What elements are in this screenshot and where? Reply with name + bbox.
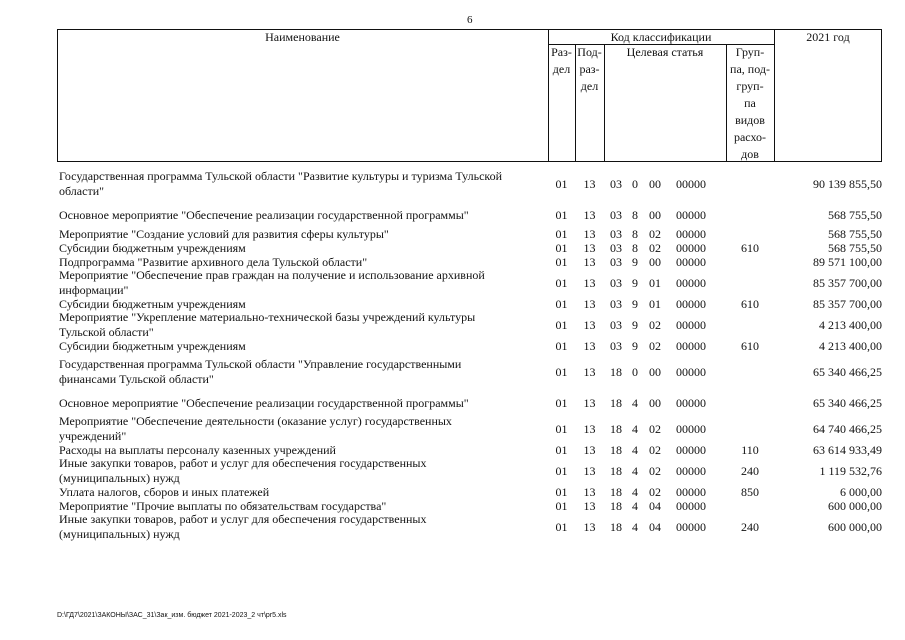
row-code-cs1: 03 xyxy=(610,338,622,353)
table-row xyxy=(57,311,882,339)
row-code-rz: 01 xyxy=(555,442,568,457)
header-divider xyxy=(604,44,605,162)
footer-file-path: D:\ГД7\2021\ЗАКОНЫ\ЗАС_31\Зак_изм. бюджет 2021-2023_2 чт\pr5.xls xyxy=(57,612,287,619)
row-name: Мероприятие "Обеспечение деятельности (оказание услуг) государственных учреждений" xyxy=(59,414,452,443)
row-code-cs2: 0 xyxy=(632,176,638,191)
table-row xyxy=(57,443,882,457)
row-code-pr: 13 xyxy=(583,275,596,290)
table-row xyxy=(57,165,882,203)
row-code-vr xyxy=(726,499,774,513)
header-code: Код классификации xyxy=(610,30,712,44)
row-amount: 64 740 466,25 xyxy=(813,421,882,436)
row-amount: 85 357 700,00 xyxy=(813,275,882,290)
table-row xyxy=(57,485,882,499)
header-year: 2021 год xyxy=(806,30,850,44)
table-row xyxy=(57,297,882,311)
row-code-rz: 01 xyxy=(555,364,568,379)
row-code-cs3: 02 xyxy=(649,484,661,499)
row-name: Основное мероприятие "Обеспечение реализации государственной программы" xyxy=(59,207,469,222)
row-name: Государственная программа Тульской области "Управление государственными финансами Тульской области" xyxy=(59,357,462,386)
row-code-rz: 01 xyxy=(555,484,568,499)
row-name: Мероприятие "Прочие выплаты по обязательствам государства" xyxy=(59,498,387,513)
row-amount: 65 340 466,25 xyxy=(813,364,882,379)
row-name: Субсидии бюджетным учреждениям xyxy=(59,240,246,255)
row-code-cs1: 18 xyxy=(610,442,622,457)
row-code-pr: 13 xyxy=(583,176,596,191)
row-amount: 6 000,00 xyxy=(840,484,882,499)
row-code-rz: 01 xyxy=(555,395,568,410)
row-code-cs4: 00000 xyxy=(676,364,706,379)
row-name: Уплата налогов, сборов и иных платежей xyxy=(59,484,270,499)
row-name: Основное мероприятие "Обеспечение реализации государственной программы" xyxy=(59,395,469,410)
row-code-cs4: 00000 xyxy=(676,421,706,436)
row-code-cs1: 03 xyxy=(610,275,622,290)
row-code-rz: 01 xyxy=(555,317,568,332)
table-row xyxy=(57,241,882,255)
row-code-rz: 01 xyxy=(555,275,568,290)
row-code-pr: 13 xyxy=(583,395,596,410)
row-name: Подпрограмма "Развитие архивного дела Тульской области" xyxy=(59,254,368,269)
row-code-cs2: 4 xyxy=(632,463,638,478)
row-name: Расходы на выплаты персоналу казенных учреждений xyxy=(59,442,336,457)
row-code-pr: 13 xyxy=(583,226,596,241)
row-code-pr: 13 xyxy=(583,207,596,222)
row-code-cs2: 9 xyxy=(632,296,638,311)
row-amount: 4 213 400,00 xyxy=(819,338,882,353)
row-name: Мероприятие "Создание условий для развития сферы культуры" xyxy=(59,226,389,241)
row-code-cs4: 00000 xyxy=(676,226,706,241)
row-code-cs4: 00000 xyxy=(676,254,706,269)
row-code-cs4: 00000 xyxy=(676,176,706,191)
row-code-vr: 610 xyxy=(741,338,759,353)
row-code-cs4: 00000 xyxy=(676,463,706,478)
row-amount: 568 755,50 xyxy=(828,207,882,222)
row-amount: 63 614 933,49 xyxy=(813,442,882,457)
row-code-cs3: 02 xyxy=(649,226,661,241)
row-code-cs4: 00000 xyxy=(676,240,706,255)
row-code-cs2: 4 xyxy=(632,421,638,436)
row-code-vr xyxy=(726,203,774,227)
row-name: Мероприятие "Обеспечение прав граждан на получение и использование архивной информации" xyxy=(59,268,485,297)
row-amount: 90 139 855,50 xyxy=(813,176,882,191)
row-code-cs2: 9 xyxy=(632,317,638,332)
row-code-pr: 13 xyxy=(583,519,596,534)
row-code-vr xyxy=(726,311,774,339)
row-code-rz: 01 xyxy=(555,519,568,534)
table-row xyxy=(57,353,882,391)
row-code-vr xyxy=(726,269,774,297)
row-code-cs3: 04 xyxy=(649,519,661,534)
row-code-cs4: 00000 xyxy=(676,519,706,534)
row-code-pr: 13 xyxy=(583,254,596,269)
table-row xyxy=(57,415,882,443)
row-code-cs2: 9 xyxy=(632,275,638,290)
row-code-rz: 01 xyxy=(555,207,568,222)
row-code-cs3: 02 xyxy=(649,463,661,478)
header-celevaya: Целевая статья xyxy=(626,45,704,59)
table-row xyxy=(57,513,882,541)
row-code-cs3: 00 xyxy=(649,254,661,269)
row-amount: 1 119 532,76 xyxy=(819,463,882,478)
row-code-cs1: 18 xyxy=(610,463,622,478)
row-code-cs4: 00000 xyxy=(676,442,706,457)
row-code-cs2: 9 xyxy=(632,338,638,353)
row-code-cs1: 18 xyxy=(610,395,622,410)
table-row xyxy=(57,203,882,227)
row-code-pr: 13 xyxy=(583,498,596,513)
row-code-vr xyxy=(726,255,774,269)
row-code-pr: 13 xyxy=(583,338,596,353)
row-code-pr: 13 xyxy=(583,296,596,311)
row-code-cs2: 4 xyxy=(632,442,638,457)
row-code-vr: 610 xyxy=(741,240,759,255)
row-code-cs3: 02 xyxy=(649,442,661,457)
row-code-cs4: 00000 xyxy=(676,275,706,290)
row-code-cs1: 03 xyxy=(610,240,622,255)
row-name: Иные закупки товаров, работ и услуг для обеспечения государственных (муниципальных) нужд xyxy=(59,512,427,541)
row-code-rz: 01 xyxy=(555,240,568,255)
row-code-cs1: 03 xyxy=(610,296,622,311)
row-code-cs1: 03 xyxy=(610,207,622,222)
row-code-vr: 240 xyxy=(741,519,759,534)
row-code-cs3: 04 xyxy=(649,498,661,513)
row-code-vr xyxy=(726,227,774,241)
row-code-cs2: 4 xyxy=(632,498,638,513)
row-amount: 568 755,50 xyxy=(828,226,882,241)
row-code-vr: 610 xyxy=(741,296,759,311)
row-code-rz: 01 xyxy=(555,254,568,269)
header-right-border xyxy=(881,29,882,162)
row-code-cs1: 18 xyxy=(610,519,622,534)
row-code-cs3: 00 xyxy=(649,207,661,222)
row-code-cs2: 4 xyxy=(632,395,638,410)
row-code-cs3: 00 xyxy=(649,395,661,410)
row-code-cs3: 02 xyxy=(649,421,661,436)
row-code-cs3: 02 xyxy=(649,240,661,255)
header-divider xyxy=(774,29,775,162)
row-code-vr xyxy=(726,415,774,443)
table-header xyxy=(57,29,882,162)
table-row xyxy=(57,391,882,415)
row-code-vr: 850 xyxy=(741,484,759,499)
row-code-cs3: 00 xyxy=(649,176,661,191)
row-name: Государственная программа Тульской области "Развитие культуры и туризма Тульской области" xyxy=(59,169,503,198)
row-code-cs3: 02 xyxy=(649,317,661,332)
row-code-cs1: 18 xyxy=(610,364,622,379)
table-row xyxy=(57,255,882,269)
row-code-cs2: 4 xyxy=(632,484,638,499)
row-code-cs2: 8 xyxy=(632,240,638,255)
row-amount: 568 755,50 xyxy=(828,240,882,255)
row-name: Иные закупки товаров, работ и услуг для обеспечения государственных (муниципальных) нужд xyxy=(59,456,427,485)
row-name: Субсидии бюджетным учреждениям xyxy=(59,296,246,311)
row-name: Мероприятие "Укрепление материально-технической базы учреждений культуры Тульской области" xyxy=(59,310,476,339)
header-podrazdel: Под- раз- дел xyxy=(577,45,602,93)
row-code-rz: 01 xyxy=(555,296,568,311)
table-row xyxy=(57,269,882,297)
row-code-pr: 13 xyxy=(583,364,596,379)
row-code-cs3: 02 xyxy=(649,338,661,353)
row-code-rz: 01 xyxy=(555,176,568,191)
row-code-cs1: 03 xyxy=(610,317,622,332)
row-code-cs1: 18 xyxy=(610,421,622,436)
row-code-cs4: 00000 xyxy=(676,317,706,332)
row-code-cs3: 00 xyxy=(649,364,661,379)
row-code-rz: 01 xyxy=(555,421,568,436)
row-code-rz: 01 xyxy=(555,226,568,241)
row-code-pr: 13 xyxy=(583,442,596,457)
row-code-cs4: 00000 xyxy=(676,395,706,410)
row-code-pr: 13 xyxy=(583,421,596,436)
row-code-cs2: 0 xyxy=(632,364,638,379)
row-amount: 85 357 700,00 xyxy=(813,296,882,311)
row-code-cs4: 00000 xyxy=(676,498,706,513)
row-amount: 4 213 400,00 xyxy=(819,317,882,332)
header-gruppa: Груп- па, под- груп- па видов расхо- дов xyxy=(730,45,770,161)
row-code-rz: 01 xyxy=(555,463,568,478)
page-number: 6 xyxy=(467,14,473,26)
row-code-rz: 01 xyxy=(555,498,568,513)
row-code-vr xyxy=(726,353,774,391)
header-left-border xyxy=(57,29,58,162)
row-name: Субсидии бюджетным учреждениям xyxy=(59,338,246,353)
row-amount: 600 000,00 xyxy=(828,498,882,513)
row-code-cs4: 00000 xyxy=(676,484,706,499)
row-code-vr: 240 xyxy=(741,463,759,478)
row-code-cs1: 03 xyxy=(610,226,622,241)
table-row xyxy=(57,339,882,353)
row-code-cs4: 00000 xyxy=(676,207,706,222)
row-code-cs1: 03 xyxy=(610,254,622,269)
row-code-cs3: 01 xyxy=(649,275,661,290)
row-code-vr xyxy=(726,391,774,415)
row-code-vr: 110 xyxy=(741,442,759,457)
row-code-pr: 13 xyxy=(583,317,596,332)
row-code-rz: 01 xyxy=(555,338,568,353)
row-code-cs1: 03 xyxy=(610,176,622,191)
row-code-cs4: 00000 xyxy=(676,338,706,353)
table-row xyxy=(57,227,882,241)
row-code-pr: 13 xyxy=(583,463,596,478)
row-code-cs4: 00000 xyxy=(676,296,706,311)
row-amount: 65 340 466,25 xyxy=(813,395,882,410)
row-code-cs2: 8 xyxy=(632,226,638,241)
row-code-cs1: 18 xyxy=(610,484,622,499)
row-code-cs1: 18 xyxy=(610,498,622,513)
header-name: Наименование xyxy=(265,30,340,44)
row-code-cs3: 01 xyxy=(649,296,661,311)
row-code-pr: 13 xyxy=(583,484,596,499)
row-amount: 89 571 100,00 xyxy=(813,254,882,269)
row-code-vr xyxy=(726,165,774,203)
row-amount: 600 000,00 xyxy=(828,519,882,534)
row-code-cs2: 9 xyxy=(632,254,638,269)
row-code-cs2: 4 xyxy=(632,519,638,534)
table-row xyxy=(57,499,882,513)
table-row xyxy=(57,457,882,485)
row-code-pr: 13 xyxy=(583,240,596,255)
row-code-cs2: 8 xyxy=(632,207,638,222)
header-razdel: Раз- дел xyxy=(551,45,572,76)
table-body xyxy=(57,165,882,541)
